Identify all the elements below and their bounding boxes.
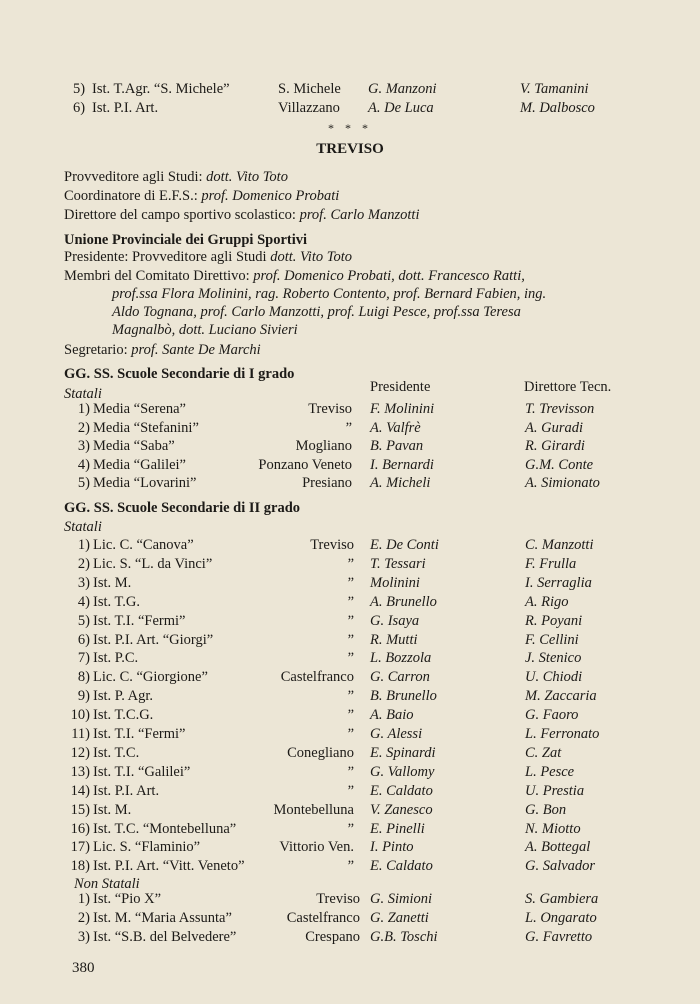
city: ” xyxy=(347,631,354,648)
director: U. Chiodi xyxy=(525,669,583,686)
row-number: 4) xyxy=(77,593,90,610)
president: G. Simioni xyxy=(370,891,433,907)
city: Conegliano xyxy=(287,744,354,761)
committee-label: Membri del Comitato Direttivo: xyxy=(64,268,250,284)
president-line xyxy=(64,248,684,267)
school-name: Ist. “Pio X” xyxy=(93,891,162,907)
table-row xyxy=(0,574,700,593)
table-row xyxy=(0,890,700,909)
official-value: dott. Vito Toto xyxy=(206,169,288,185)
table-row xyxy=(0,820,700,839)
director: T. Trevisson xyxy=(525,401,595,417)
committee-members: prof. Domenico Probati, dott. Francesco Ratti, xyxy=(253,268,525,284)
city: S. Michele xyxy=(278,81,341,97)
school-name: Ist. P.C. xyxy=(93,650,139,667)
union-heading: Unione Provinciale dei Gruppi Sportivi xyxy=(64,232,308,248)
director: F. Frulla xyxy=(525,555,577,572)
committee-members: Magnalbò, dott. Luciano Sivieri xyxy=(112,322,298,338)
page-number: 380 xyxy=(72,960,95,976)
school-name: Ist. M. xyxy=(93,574,132,591)
section-heading: GG. SS. Scuole Secondarie di II grado xyxy=(64,500,301,516)
director: A. Simionato xyxy=(525,475,600,491)
president: F. Molinini xyxy=(370,401,435,417)
city: ” xyxy=(347,707,354,724)
city: ” xyxy=(347,726,354,742)
director: G. Favretto xyxy=(525,929,593,945)
table-row xyxy=(0,668,700,687)
city: Treviso xyxy=(310,537,354,553)
school-name: Lic. C. “Giorgione” xyxy=(93,669,208,686)
school-name: Ist. T.C. xyxy=(93,744,140,761)
city: ” xyxy=(345,419,352,436)
table-row xyxy=(0,80,700,99)
president: E. De Conti xyxy=(370,537,439,553)
president: B. Pavan xyxy=(370,438,424,454)
secretary-label: Segretario: xyxy=(64,342,128,358)
school-name: Ist. T.I. “Galilei” xyxy=(93,763,191,780)
secretary-line xyxy=(64,341,684,360)
director: R. Poyani xyxy=(525,612,583,629)
table-row xyxy=(0,725,700,744)
president: Molinini xyxy=(370,574,420,591)
director: C. Zat xyxy=(525,744,562,761)
school-name: Ist. T.G. xyxy=(93,593,140,610)
subsection-label: Non Statali xyxy=(74,876,140,892)
row-number: 2) xyxy=(77,419,90,436)
school-name: Ist. P. Agr. xyxy=(93,688,154,705)
president: E. Caldato xyxy=(370,782,433,799)
city: Ponzano Veneto xyxy=(258,456,352,473)
city: ” xyxy=(347,782,354,799)
row-number: 5) xyxy=(77,475,90,491)
school-name: Ist. “S.B. del Belvedere” xyxy=(93,929,237,945)
row-number: 4) xyxy=(77,456,90,473)
city: Castelfranco xyxy=(280,669,354,686)
director: S. Gambiera xyxy=(525,891,599,907)
row-number: 6) xyxy=(77,631,90,648)
table-row xyxy=(0,687,700,706)
school-name: Ist. T.Agr. “S. Michele” xyxy=(92,81,230,97)
table-row xyxy=(0,400,700,419)
subsection-label: Statali xyxy=(64,519,102,535)
director: L. Ongarato xyxy=(525,910,597,926)
row-number: 12) xyxy=(70,744,90,761)
committee-members: prof.ssa Flora Molinini, rag. Roberto Contento, prof. Bernard Fabien, ing. xyxy=(112,286,547,302)
row-number: 5) xyxy=(77,612,90,629)
school-name: Ist. P.I. Art. “Giorgi” xyxy=(93,631,214,648)
row-number: 13) xyxy=(70,763,90,780)
row-number: 10) xyxy=(70,707,90,724)
row-number: 1) xyxy=(77,891,90,907)
director: A. Guradi xyxy=(525,419,583,436)
director: M. Dalbosco xyxy=(520,100,595,116)
city: ” xyxy=(347,650,354,667)
director: V. Tamanini xyxy=(520,81,589,97)
president: B. Brunello xyxy=(370,688,437,705)
section-heading: GG. SS. Scuole Secondarie di I grado xyxy=(64,366,295,382)
table-row xyxy=(0,928,700,947)
school-name: Lic. S. “Flaminio” xyxy=(93,839,201,856)
table-row xyxy=(0,456,700,475)
row-number: 14) xyxy=(70,782,90,799)
city: Presiano xyxy=(302,475,352,491)
city: Vittorio Ven. xyxy=(279,839,354,856)
director: L. Pesce xyxy=(525,763,575,780)
official-value: prof. Carlo Manzotti xyxy=(299,207,420,223)
president: L. Bozzola xyxy=(370,650,432,667)
president: A. Micheli xyxy=(370,475,431,491)
president: G. Zanetti xyxy=(370,910,429,926)
director: U. Prestia xyxy=(525,782,585,799)
director: G.M. Conte xyxy=(525,456,594,473)
city: Villazzano xyxy=(278,100,340,116)
director: A. Bottegal xyxy=(525,839,591,856)
school-name: Ist. P.I. Art. “Vitt. Veneto” xyxy=(93,858,245,875)
president: A. De Luca xyxy=(368,100,434,116)
director: J. Stenico xyxy=(525,650,582,667)
table-row xyxy=(0,474,700,493)
president: I. Bernardi xyxy=(370,456,434,473)
row-number: 16) xyxy=(70,820,90,837)
row-number: 8) xyxy=(77,669,90,686)
school-name: Ist. T.C.G. xyxy=(93,707,154,724)
official-line xyxy=(64,206,684,225)
school-name: Ist. T.C. “Montebelluna” xyxy=(93,820,237,837)
city: ” xyxy=(347,763,354,780)
table-row xyxy=(0,763,700,782)
table-row xyxy=(0,419,700,438)
president-value: dott. Vito Toto xyxy=(270,249,352,265)
table-row xyxy=(0,593,700,612)
president: T. Tessari xyxy=(370,555,426,572)
table-row xyxy=(0,706,700,725)
director: C. Manzotti xyxy=(525,537,594,553)
school-name: Ist. T.I. “Fermi” xyxy=(93,612,186,629)
president: G. Carron xyxy=(370,669,430,686)
committee-members: Aldo Tognana, prof. Carlo Manzotti, prof. Luigi Pesce, prof.ssa Teresa xyxy=(112,304,521,320)
row-number: 1) xyxy=(77,401,90,417)
row-number: 7) xyxy=(77,650,90,667)
president: G. Vallomy xyxy=(370,763,435,780)
school-name: Ist. P.I. Art. xyxy=(92,100,159,116)
school-name: Ist. T.I. “Fermi” xyxy=(93,726,186,742)
president: G. Manzoni xyxy=(368,81,437,97)
president: A. Valfrè xyxy=(370,419,421,436)
column-header-director: Direttore Tecn. xyxy=(524,379,612,395)
table-row xyxy=(0,857,700,876)
director: G. Faoro xyxy=(525,707,579,724)
director: I. Serraglia xyxy=(525,574,592,591)
table-row xyxy=(0,612,700,631)
table-row xyxy=(0,909,700,928)
school-name: Ist. P.I. Art. xyxy=(93,782,160,799)
director: M. Zaccaria xyxy=(525,688,597,705)
official-label: Direttore del campo sportivo scolastico: xyxy=(64,207,296,223)
school-name: Media “Saba” xyxy=(93,438,175,454)
row-number: 3) xyxy=(77,574,90,591)
row-number: 2) xyxy=(77,555,90,572)
director: F. Cellini xyxy=(525,631,579,648)
president: R. Mutti xyxy=(370,631,418,648)
official-line xyxy=(64,187,684,206)
row-number: 2) xyxy=(77,910,90,926)
row-number: 15) xyxy=(70,801,90,818)
city: ” xyxy=(347,820,354,837)
row-number: 1) xyxy=(77,537,90,553)
table-row xyxy=(0,536,700,555)
school-name: Lic. S. “L. da Vinci” xyxy=(93,555,213,572)
table-row xyxy=(0,99,700,118)
director: N. Miotto xyxy=(525,820,581,837)
column-header-president: Presidente xyxy=(370,379,431,395)
director: G. Salvador xyxy=(525,858,596,875)
city: Castelfranco xyxy=(286,910,360,926)
city: ” xyxy=(347,593,354,610)
official-label: Coordinatore di E.F.S.: xyxy=(64,188,198,204)
school-name: Media “Lovarini” xyxy=(93,475,197,491)
director: R. Girardi xyxy=(525,438,585,454)
president-label: Presidente: Provveditore agli Studi xyxy=(64,249,267,265)
table-row xyxy=(0,782,700,801)
table-row xyxy=(0,744,700,763)
president: I. Pinto xyxy=(370,839,414,856)
subsection-label: Statali xyxy=(64,386,102,402)
table-row xyxy=(0,801,700,820)
secretary-value: prof. Sante De Marchi xyxy=(131,342,261,358)
row-number: 18) xyxy=(70,858,90,875)
table-row xyxy=(0,631,700,650)
official-label: Provveditore agli Studi: xyxy=(64,169,203,185)
city: Montebelluna xyxy=(273,801,354,818)
official-line xyxy=(64,168,684,187)
city: ” xyxy=(347,555,354,572)
city: Treviso xyxy=(308,401,352,417)
president: V. Zanesco xyxy=(370,801,433,818)
committee-line xyxy=(64,267,684,286)
school-name: Ist. M. xyxy=(93,801,132,818)
school-name: Lic. C. “Canova” xyxy=(93,537,194,553)
row-number: 11) xyxy=(71,726,90,742)
section-title: TREVISO xyxy=(316,141,384,157)
school-name: Media “Galilei” xyxy=(93,456,186,473)
city: Crespano xyxy=(305,929,360,945)
section-separator: * * * xyxy=(328,121,372,135)
table-row xyxy=(0,555,700,574)
school-name: Media “Stefanini” xyxy=(93,419,199,436)
director: G. Bon xyxy=(525,801,567,818)
president: A. Baio xyxy=(370,707,414,724)
city: ” xyxy=(347,858,354,875)
row-number: 6) xyxy=(73,100,86,116)
president: G. Isaya xyxy=(370,612,420,629)
row-number: 17) xyxy=(70,839,90,856)
table-row xyxy=(0,437,700,456)
director: L. Ferronato xyxy=(525,726,600,742)
president: G.B. Toschi xyxy=(370,929,438,945)
director: A. Rigo xyxy=(525,593,569,610)
city: ” xyxy=(347,574,354,591)
row-number: 5) xyxy=(73,81,86,97)
president: A. Brunello xyxy=(370,593,437,610)
city: Mogliano xyxy=(295,438,352,454)
school-name: Media “Serena” xyxy=(93,401,186,417)
president: E. Caldato xyxy=(370,858,433,875)
row-number: 3) xyxy=(77,929,90,945)
table-row xyxy=(0,838,700,857)
school-name: Ist. M. “Maria Assunta” xyxy=(93,910,232,926)
president: E. Spinardi xyxy=(370,744,436,761)
row-number: 3) xyxy=(77,438,90,454)
president: E. Pinelli xyxy=(370,820,425,837)
president: G. Alessi xyxy=(370,726,423,742)
row-number: 9) xyxy=(77,688,90,705)
city: ” xyxy=(347,612,354,629)
official-value: prof. Domenico Probati xyxy=(201,188,340,204)
table-row xyxy=(0,649,700,668)
city: ” xyxy=(347,688,354,705)
city: Treviso xyxy=(316,891,360,907)
